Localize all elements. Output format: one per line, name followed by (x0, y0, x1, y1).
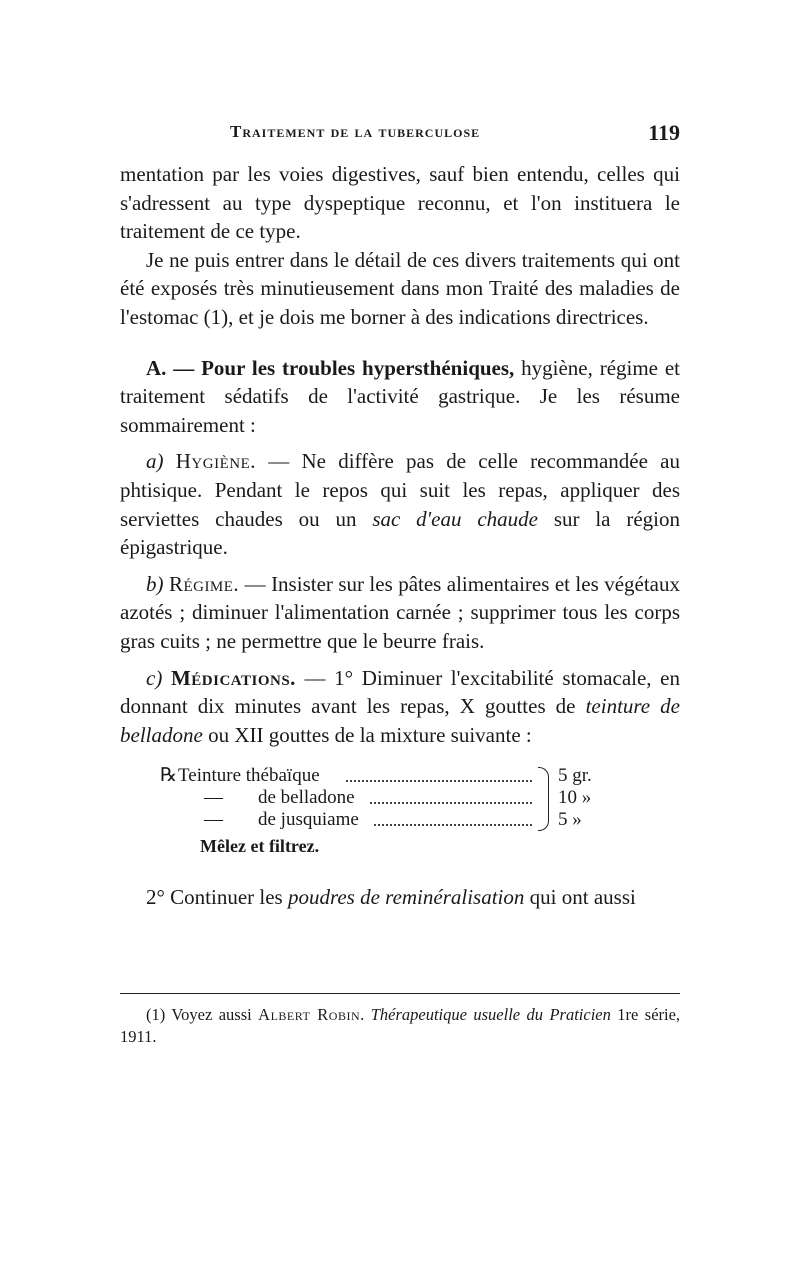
formula-ingredient: de jusquiame (258, 809, 359, 831)
ditto-dash: — (204, 809, 223, 831)
footnotes (120, 993, 680, 1065)
formula-row (120, 787, 680, 809)
footnote-text-1: Voyez aussi (165, 1005, 259, 1024)
paragraph-regime (120, 570, 680, 656)
last-italic: poudres de reminéralisation (287, 885, 525, 910)
hygiene-text-2: sur la région épigastrique. (120, 506, 680, 560)
formula-row (120, 765, 680, 787)
page-header (120, 122, 680, 152)
section-a-heading: A. — Pour les troubles hypersthéniques, (146, 355, 515, 380)
paragraph-hygiene (120, 447, 680, 561)
page-body (120, 160, 680, 912)
paragraph-continuation-next (120, 883, 680, 912)
ditto-dash: — (204, 787, 223, 809)
leader-dots (346, 780, 532, 782)
formula-ingredient: Teinture thébaïque (178, 765, 320, 787)
hygiene-label: Hygiène. (175, 449, 256, 474)
footnote-text-2: . (360, 1005, 371, 1024)
rx-symbol: ℞ (160, 765, 178, 787)
medications-marker: c) (146, 665, 163, 690)
footnote (120, 1004, 680, 1048)
hygiene-marker: a) (146, 449, 164, 474)
paragraph-section-a (120, 354, 680, 440)
formula-row (120, 809, 680, 831)
footnote-rule (120, 993, 680, 994)
footnote-title: Thérapeutique usuelle du Praticien (370, 1005, 611, 1024)
footnote-marker: (1) (146, 1005, 166, 1024)
formula-instruction: Mêlez et filtrez. (200, 836, 320, 857)
paragraph-medications (120, 664, 680, 750)
formula-quantity: 5 » (558, 809, 582, 831)
medications-text-1: — 1° Diminuer l'excitabilité stomacale, en donnant dix minutes avant les repas, X gouttes de (120, 665, 680, 719)
regime-marker: b) (146, 571, 164, 596)
page-number: 119 (648, 120, 680, 145)
medications-text-2: ou XII gouttes de la mixture suivante : (202, 722, 532, 747)
formula-brace (538, 767, 549, 831)
formula-ingredient: de belladone (258, 787, 355, 809)
hygiene-italic: sac d'eau chaude (372, 506, 538, 531)
medications-label: Médications. (170, 665, 296, 690)
paragraph-continuation: mentation par les voies digestives, sauf bien entendu, celles qui s'adressent au type dyspeptique reconnu, et l'on instituera le traitement de ce type. (120, 162, 680, 244)
hygiene-text-1: — Ne diffère pas de celle recommandée au phtisique. Pendant le repos qui suit les repas, appliquer des serviettes chaudes ou un (120, 449, 680, 531)
leader-dots (370, 802, 532, 804)
leader-dots (374, 824, 532, 826)
footnote-text-3: 1re série, 1911. (120, 1005, 681, 1046)
prescription-formula (120, 765, 680, 861)
section-a-text: hygiène, régime et traitement sédatifs de l'activité gastrique. Je les résume sommairement : (120, 355, 681, 437)
regime-label: Régime. (168, 571, 240, 596)
paragraph-intro: Je ne puis entrer dans le détail de ces divers traitements qui ont été exposés très minutieusement dans mon Traité des maladies de l'estomac (1), et je dois me borner à des indications directrices. (120, 247, 680, 329)
running-title: Traitement de la tuberculose (230, 122, 481, 141)
last-text-1: 2° Continuer les (146, 885, 288, 910)
regime-text: — Insister sur les pâtes alimentaires et les végétaux azotés ; diminuer l'alimentation carnée ; supprimer tous les corps gras cuits ; ne permettre que le beurre frais. (120, 571, 680, 653)
formula-quantity: 10 » (558, 787, 592, 809)
medications-italic: teinture de belladone (120, 694, 681, 747)
last-text-2: qui ont aussi (524, 885, 636, 910)
formula-quantity: 5 gr. (558, 765, 592, 787)
footnote-author: Albert Robin (258, 1005, 361, 1024)
